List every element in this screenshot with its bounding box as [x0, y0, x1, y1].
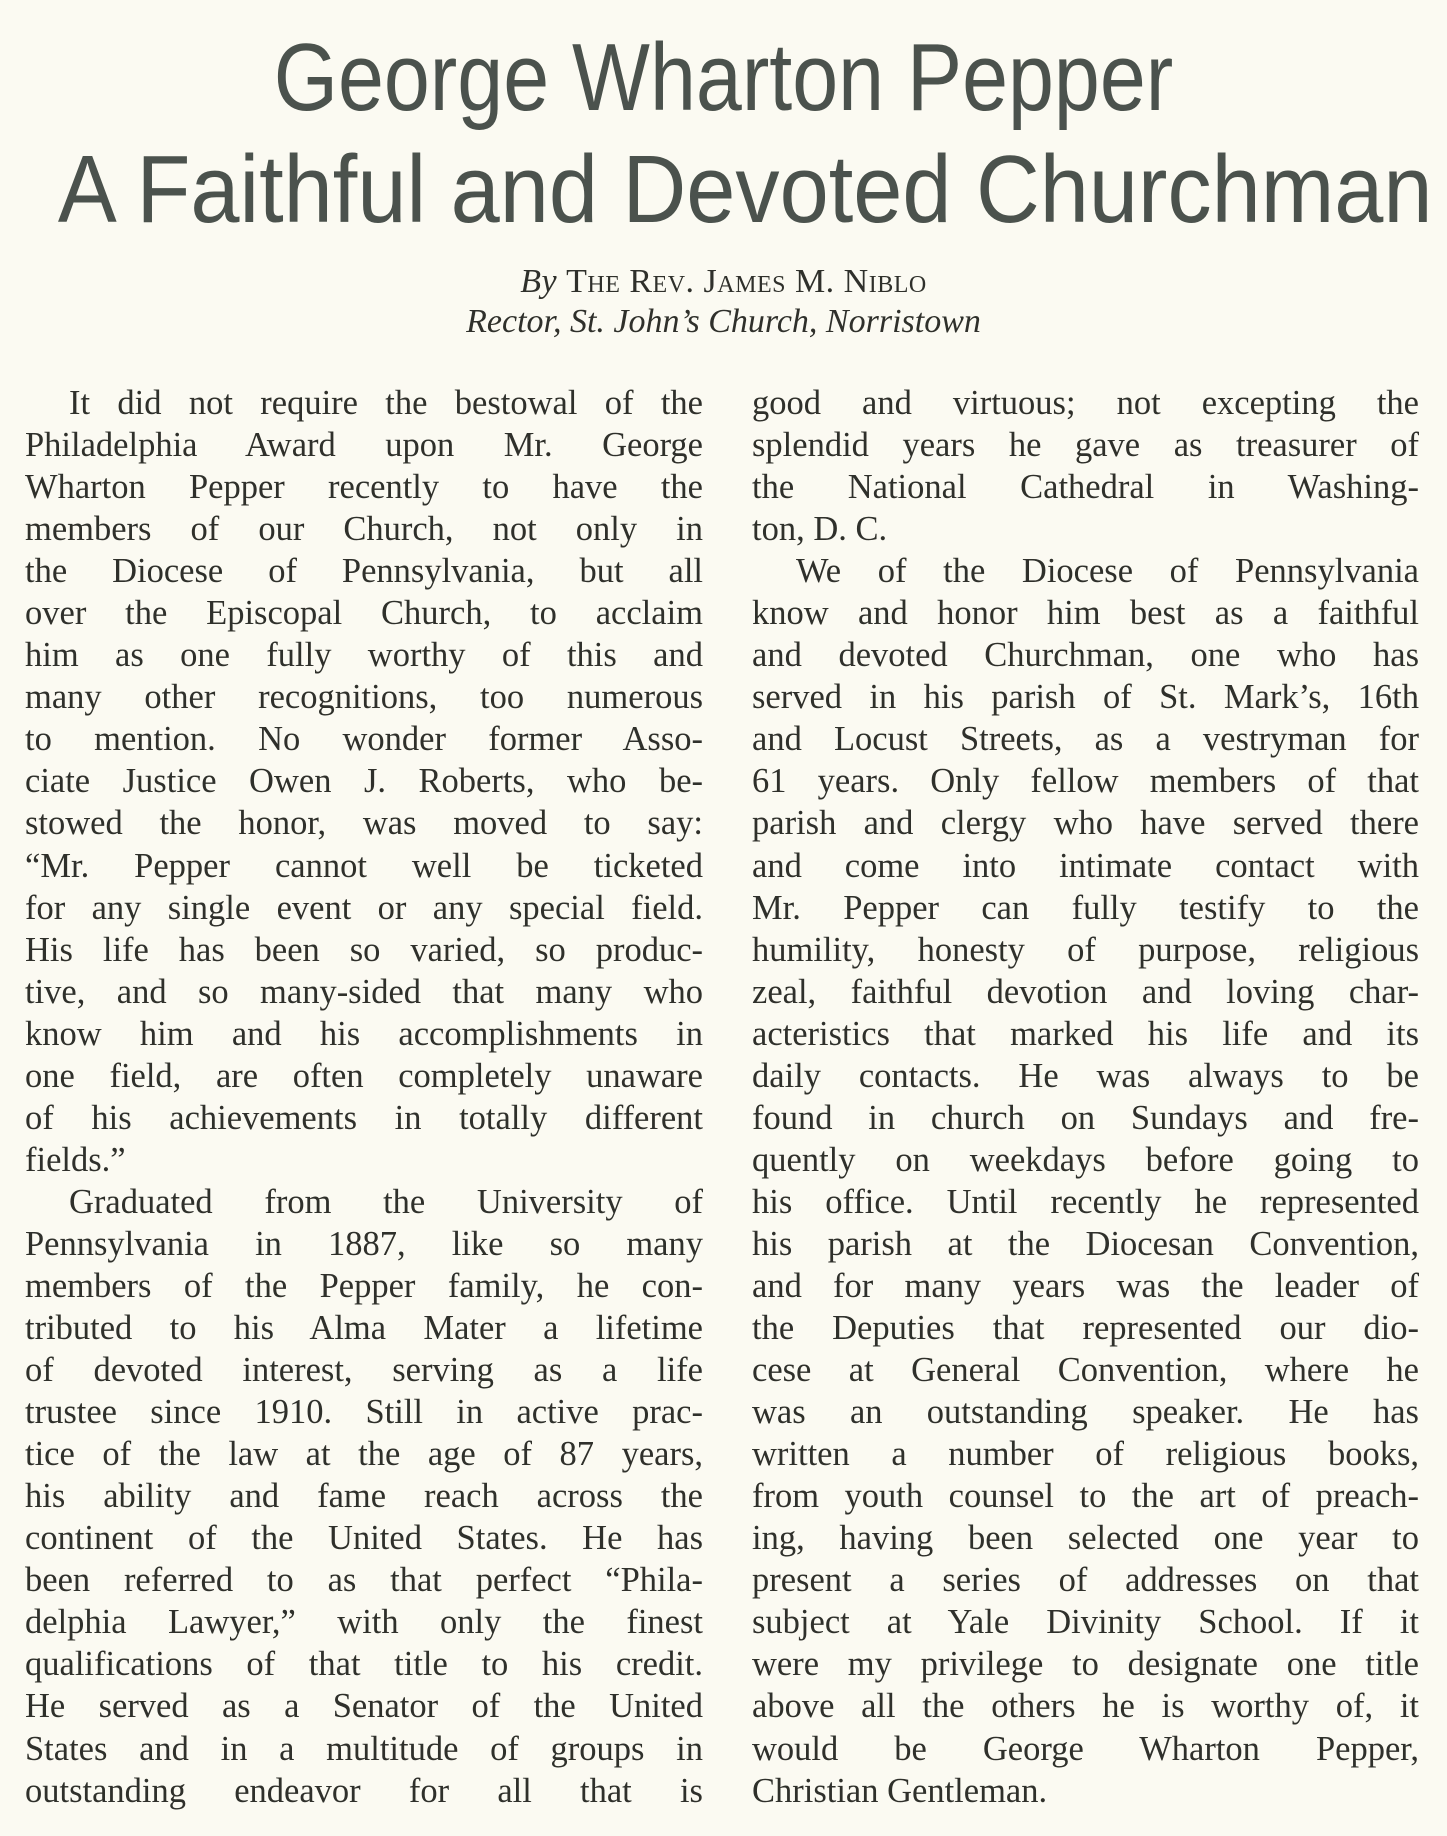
text-line: tice of the law at the age of 87 years,	[25, 1435, 703, 1474]
byline-author: The Rev. James M. Niblo	[566, 263, 927, 300]
text-line: and come into intimate contact with	[752, 846, 1419, 885]
text-line: was an outstanding speaker. He has	[752, 1393, 1419, 1432]
text-line: and devoted Churchman, one who has	[752, 636, 1419, 675]
text-line: of devoted interest, serving as a life	[25, 1351, 703, 1390]
text-line: ing, having been selected one year to	[752, 1519, 1419, 1558]
text-line: written a number of religious books,	[752, 1435, 1419, 1474]
text-line: one field, are often completely unaware	[25, 1056, 703, 1095]
text-line: fields.”	[25, 1140, 126, 1179]
text-line: above all the others he is worthy of, it	[752, 1687, 1419, 1726]
article-title-line-2: A Faithful and Devoted Churchman	[57, 136, 1433, 243]
text-line: and for many years was the leader of	[752, 1266, 1419, 1305]
text-line: good and virtuous; not excepting the	[752, 384, 1419, 422]
text-line: ton, D. C.	[752, 510, 888, 549]
text-line: ciate Justice Owen J. Roberts, who be-	[25, 762, 703, 801]
text-line: were my privilege to designate one title	[752, 1645, 1419, 1684]
text-line: Mr. Pepper can fully testify to the	[752, 888, 1419, 927]
text-line: stowed the honor, was moved to say:	[25, 804, 703, 843]
text-line: acteristics that marked his life and its	[752, 1014, 1419, 1053]
text-line: been referred to as that perfect “Phila-	[25, 1561, 703, 1600]
text-line: his parish at the Diocesan Convention,	[752, 1224, 1419, 1263]
text-line: of his achievements in totally different	[25, 1098, 703, 1137]
text-line: trustee since 1910. Still in active prac-	[25, 1393, 703, 1432]
text-line: members of the Pepper family, he con-	[25, 1266, 703, 1305]
text-line: members of our Church, not only in	[25, 510, 703, 549]
text-line: the National Cathedral in Washing-	[752, 468, 1419, 507]
text-line: to mention. No wonder former Asso-	[25, 720, 703, 759]
text-line: for any single event or any special field.	[25, 888, 703, 927]
text-line: “Mr. Pepper cannot well be ticketed	[25, 846, 703, 885]
text-line: quently on weekdays before going to	[752, 1140, 1419, 1179]
text-line: continent of the United States. He has	[25, 1519, 703, 1558]
author-affiliation: Rector, St. John’s Church, Norristown	[466, 303, 981, 340]
text-line: tive, and so many-sided that many who	[25, 972, 703, 1011]
right-column	[752, 382, 1419, 1812]
text-line: humility, honesty of purpose, religious	[752, 930, 1419, 969]
text-line: 61 years. Only fellow members of that	[752, 762, 1419, 801]
text-line: know him and his accomplishments in	[25, 1014, 703, 1053]
text-line: His life has been so varied, so produc-	[25, 930, 703, 969]
text-line: zeal, faithful devotion and loving char-	[752, 972, 1419, 1011]
text-line: over the Episcopal Church, to acclaim	[25, 594, 703, 633]
text-line: tributed to his Alma Mater a lifetime	[25, 1309, 703, 1348]
text-line: splendid years he gave as treasurer of	[752, 426, 1419, 465]
text-line: Pennsylvania in 1887, like so many	[25, 1224, 703, 1263]
left-column	[25, 382, 703, 1812]
text-line: would be George Wharton Pepper,	[752, 1729, 1419, 1768]
text-line: found in church on Sundays and fre-	[752, 1098, 1419, 1137]
byline-by: By	[520, 263, 558, 300]
text-line: He served as a Senator of the United	[25, 1687, 703, 1726]
text-line: delphia Lawyer,” with only the finest	[25, 1603, 703, 1642]
text-line: from youth counsel to the art of preach-	[752, 1477, 1419, 1516]
text-line: parish and clergy who have served there	[752, 804, 1419, 843]
text-line: cese at General Convention, where he	[752, 1351, 1419, 1390]
text-line: and Locust Streets, as a vestryman for	[752, 720, 1419, 759]
text-line: his ability and fame reach across the	[25, 1477, 703, 1516]
text-line: qualifications of that title to his credit.	[25, 1645, 703, 1684]
text-line: the Deputies that represented our dio-	[752, 1309, 1419, 1348]
text-line: It did not require the bestowal of the	[69, 384, 703, 422]
text-line: daily contacts. He was always to be	[752, 1056, 1419, 1095]
text-line: We of the Diocese of Pennsylvania	[796, 552, 1419, 591]
text-line: States and in a multitude of groups in	[25, 1729, 703, 1768]
text-line: outstanding endeavor for all that is	[25, 1771, 703, 1810]
text-line: many other recognitions, too numerous	[25, 678, 703, 717]
text-line: present a series of addresses on that	[752, 1561, 1419, 1600]
text-line: subject at Yale Divinity School. If it	[752, 1603, 1419, 1642]
text-line: Christian Gentleman.	[752, 1771, 1048, 1810]
text-line: his office. Until recently he represented	[752, 1182, 1419, 1221]
text-line: him as one fully worthy of this and	[25, 636, 703, 675]
byline	[0, 262, 1447, 302]
text-line: know and honor him best as a faithful	[752, 594, 1419, 633]
text-line: Graduated from the University of	[69, 1182, 703, 1221]
text-line: Philadelphia Award upon Mr. George	[25, 426, 703, 465]
text-line: the Diocese of Pennsylvania, but all	[25, 552, 703, 591]
text-line: served in his parish of St. Mark’s, 16th	[752, 678, 1419, 717]
text-line: Wharton Pepper recently to have the	[25, 468, 703, 507]
article-title-line-1: George Wharton Pepper	[273, 24, 1174, 131]
